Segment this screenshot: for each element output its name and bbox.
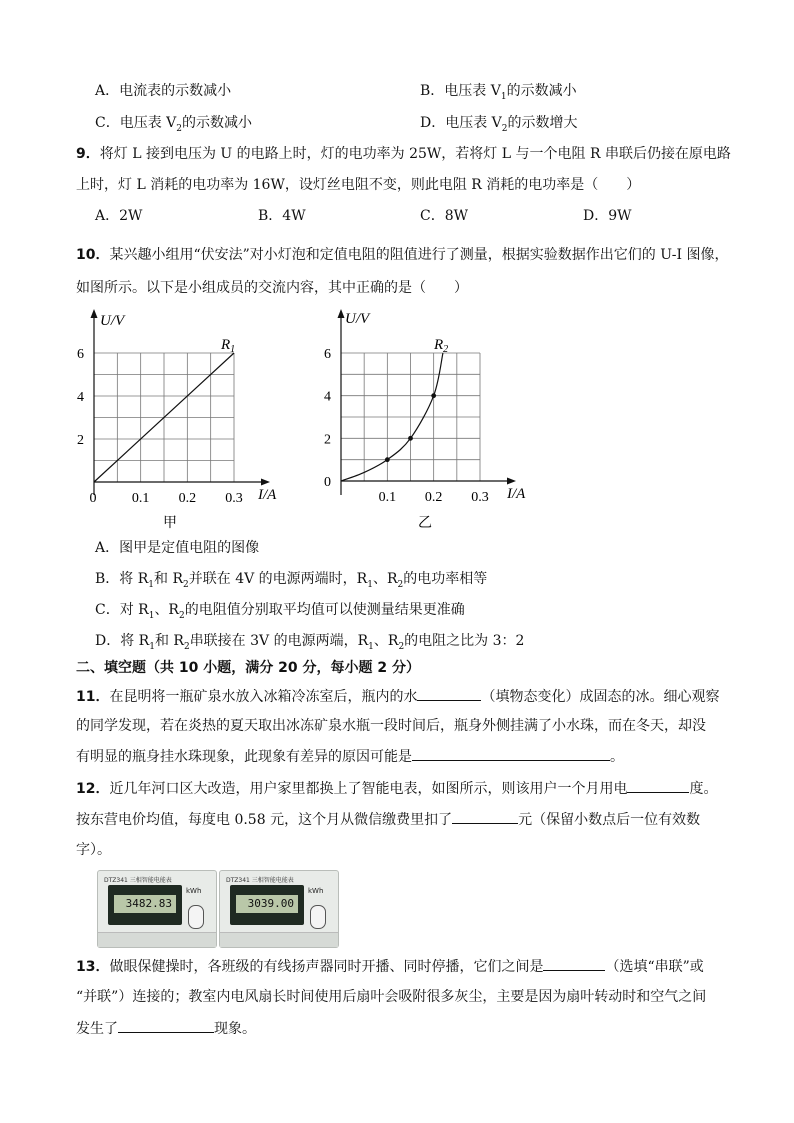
y-axis-label: U/V [345,311,370,327]
y-axis-label: U/V [100,313,125,329]
option-text: 的示数减小 [182,115,253,131]
question-text: 某兴趣小组用“伏安法”对小灯泡和定值电阻的阻值进行了测量，根据实验数据作出它们的 U-I 图像， [109,247,729,263]
x-axis-arrow [507,478,516,485]
y-tick-label: 6 [324,347,331,362]
q9-line2 [76,175,640,195]
meter-button-icon [188,905,204,929]
answer-blank[interactable] [118,1018,214,1033]
x-axis-label: I/A [507,486,526,502]
q9-option-a: A．2W [95,208,143,224]
option-letter: D． [420,115,446,131]
x-tick-label: 0.3 [225,491,243,506]
q11-line1: 11．在昆明将一瓶矿泉水放入冰箱冷冻室后，瓶内的水 （填物态变化）成固态的冰。细心观察 [76,686,719,707]
q10-option-a: A．图甲是定值电阻的图像 [95,540,260,556]
q11-line3: 有明显的瓶身挂水珠现象，此现象有差异的原因可能是 。 [76,746,624,767]
answer-blank[interactable] [452,809,518,824]
question-text: 如图所示。以下是小组成员的交流内容，其中正确的是（ ） [76,280,468,296]
question-number: 11． [76,689,110,705]
meter-screen [230,885,304,925]
q8-option-c [95,113,252,139]
q9-option-d: D．9W [583,208,632,224]
x-tick-label: 0.2 [424,490,443,505]
q13-line3: 发生了 现象。 [76,1018,256,1039]
x-tick-label: 0.1 [131,491,150,506]
option-text: 的示数增大 [507,115,578,131]
meter-reading: 3482.83 [114,895,176,913]
q8-option-d [420,113,578,139]
q10-option-d: D．将 $R_1$和 $R_2$串联接在 3V 的电源两端，$R_1$、$R_2$的电阻之比为 3：2 [95,633,525,652]
q9-option-b: B．4W [258,208,306,224]
y-tick-label: 4 [324,389,331,405]
x-tick-label: 0.3 [471,490,489,505]
data-point [431,393,436,398]
q9-option-c: C．8W [420,208,469,224]
q10-line1 [76,245,729,265]
q8-option-b [420,81,577,107]
meter-model: DTZ341 三相智能电能表 [226,877,294,884]
y-tick-label: 4 [77,390,84,405]
y-tick-label: 2 [77,433,84,448]
series-label-r1: $R_1$ [221,337,236,355]
meter-unit: kWh [308,887,324,895]
option-letter: A． [95,83,120,99]
subscript: 2 [176,123,183,134]
question-number: 10． [76,247,110,263]
meter-model: DTZ341 三相智能电能表 [104,877,172,884]
option-text: 电流表的示数减小 [119,83,232,99]
meter-button-icon [310,905,326,929]
question-number: 13． [76,959,110,975]
y-tick-label: 0 [324,475,331,490]
y-axis-arrow [91,309,98,318]
section-title: 二、填空题（共 10 小题，满分 20 分，每小题 2 分） [76,660,420,676]
meter-screen [108,885,182,925]
data-point [408,436,413,441]
y-tick-label: 2 [324,432,331,448]
option-text: 电压表 V [445,115,502,131]
q8-option-a [95,81,231,101]
electric-meter-start [97,870,217,948]
answer-blank[interactable] [543,956,605,971]
subscript: 1 [500,91,507,102]
x-tick-label: 0.2 [178,491,197,506]
q12-line1: 12．近几年河口区大改造，用户家里都换上了智能电表，如图所示，则该用户一个月用电 度。 [76,778,717,799]
q9-line1 [76,144,731,164]
question-text: 将灯 L 接到电压为 U 的电路上时，灯的电功率为 25W，若将灯 L 与一个电阻 R 串联后仍接在原电路 [99,146,731,162]
meter-unit: kWh [186,887,202,895]
question-number: 9． [76,146,100,162]
subscript: 2 [501,123,508,134]
graph-caption: 甲 [163,516,177,531]
question-text: 上时，灯 L 消耗的电功率为 16W，设灯丝电阻不变，则此电阻 R 消耗的电功率是（ ） [76,177,641,193]
answer-blank[interactable] [412,746,610,761]
graph-jia [70,305,300,533]
y-axis-arrow [338,309,345,318]
x-axis-arrow [261,479,270,486]
q10-line2 [76,278,468,298]
option-letter: C． [95,115,120,131]
q13-line2: “并联”）连接的；教室内电风扇长时间使用后扇叶会吸附很多灰尘，主要是因为扇叶转动时和空气之间 [76,989,707,1005]
data-point [385,457,390,462]
q12-line2: 按东营电价均值，每度电 0.58 元，这个月从微信缴费里扣了 元（保留小数点后一位有效数 [76,809,700,830]
option-letter: B． [420,83,445,99]
answer-blank[interactable] [417,686,481,701]
q13-line1: 13．做眼保健操时，各班级的有线扬声器同时开播、同时停播，它们之间是 （选填“串联”或 [76,956,704,977]
meter-base [220,932,338,947]
x-axis-label: I/A [258,487,277,503]
q10-option-b: B．将 $R_1$和 $R_2$并联在 4V 的电源两端时，$R_1$、$R_2$的电功率相等 [95,571,488,590]
meter-reading: 3039.00 [236,895,298,913]
option-text: 电压表 V [444,83,501,99]
option-text: 的示数减小 [506,83,577,99]
q10-option-c: C．对 $R_1$、$R_2$的电阻值分别取平均值可以使测量结果更准确 [95,602,465,621]
answer-blank[interactable] [627,778,689,793]
x-tick-label: 0.1 [378,490,397,505]
graph-caption: 乙 [418,516,432,531]
option-text: 电压表 V [119,115,177,131]
electric-meters-photo [97,870,339,948]
question-number: 12． [76,781,110,797]
y-tick-label: 6 [77,347,84,362]
grid [341,353,480,481]
graph-yi [318,305,548,533]
q11-line2: 的同学发现，若在炎热的夏天取出冰冻矿泉水瓶一段时间后，瓶身外侧挂满了小水珠，而在冬天，却没 [76,718,706,734]
q12-line3: 字）。 [76,842,111,858]
x-tick-label: 0 [89,491,97,506]
electric-meter-end [219,870,339,948]
series-label-r2: $R_2$ [434,337,449,355]
meter-base [98,932,216,947]
